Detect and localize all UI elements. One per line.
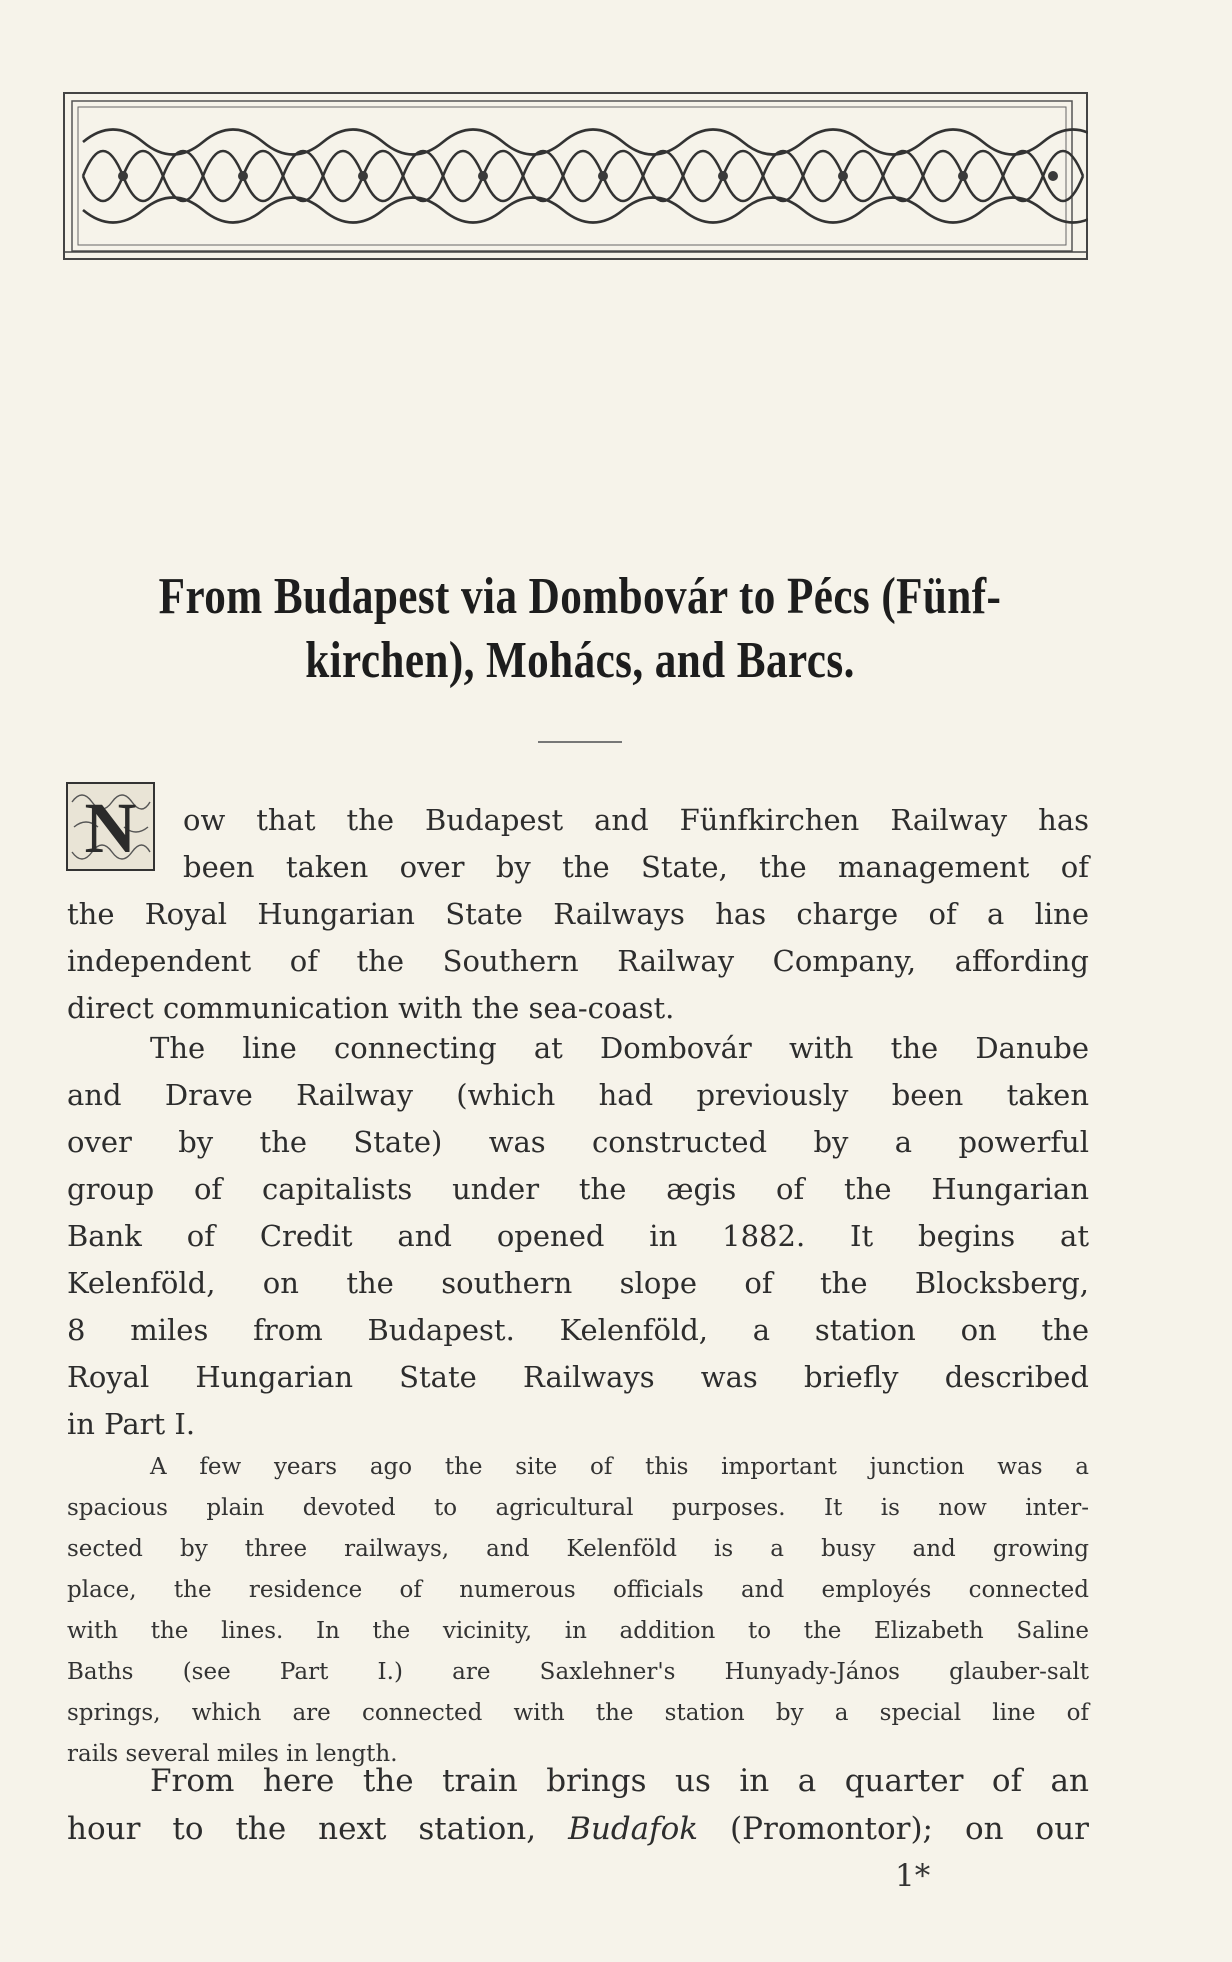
signature-mark: 1* — [895, 1858, 931, 1894]
text-line: A few years ago the site of this important junction was a — [150, 1454, 1089, 1480]
text-line: and Drave Railway (which had previously been taken — [67, 1078, 1089, 1112]
text-line: springs, which are connected with the station by a special line of — [67, 1700, 1089, 1726]
ornamental-header-band — [63, 92, 1088, 260]
chapter-title-line-1: From Budapest via Dombovár to Pécs (Fünf- — [158, 568, 1002, 625]
initial-letter: N — [84, 788, 137, 868]
paragraph-line-description — [67, 1025, 1089, 1448]
text-line: 8 miles from Budapest. Kelenföld, a station on the — [67, 1313, 1089, 1347]
chapter-title — [153, 565, 1008, 693]
text-line: The line connecting at Dombovár with the Danube — [150, 1031, 1089, 1065]
text-line: in Part I. — [67, 1407, 196, 1441]
chapter-title-line-2: kirchen), Mohács, and Barcs. — [305, 632, 855, 689]
paragraph-intro — [67, 797, 1089, 1032]
text-line: spacious plain devoted to agricultural purposes. It is now inter- — [67, 1495, 1089, 1521]
title-divider — [538, 741, 622, 743]
text-segment: hour to the next station, — [67, 1811, 537, 1847]
text-line: rails several miles in length. — [67, 1741, 398, 1767]
place-name-italic: Budafok — [568, 1811, 699, 1847]
paragraph-budafok — [67, 1757, 1089, 1853]
text-line: ow that the Budapest and Fünfkirchen Railway has — [183, 803, 1089, 837]
text-line — [67, 1805, 1089, 1853]
paragraph-small-print — [67, 1447, 1089, 1775]
text-line: Bank of Credit and opened in 1882. It begins at — [67, 1219, 1089, 1253]
text-line: been taken over by the State, the management of — [183, 850, 1089, 884]
text-line: the Royal Hungarian State Railways has charge of a line — [67, 897, 1089, 931]
text-line: direct communication with the sea-coast. — [67, 991, 675, 1025]
text-line: with the lines. In the vicinity, in addition to the Elizabeth Saline — [67, 1618, 1089, 1644]
text-line: independent of the Southern Railway Company, affording — [67, 944, 1089, 978]
text-line: Baths (see Part I.) are Saxlehner's Hunyady-János glauber-salt — [67, 1659, 1089, 1685]
text-line: Kelenföld, on the southern slope of the Blocksberg, — [67, 1266, 1089, 1300]
text-line: place, the residence of numerous officials and employés connected — [67, 1577, 1089, 1603]
text-line: group of capitalists under the ægis of the Hungarian — [67, 1172, 1089, 1206]
text-line: over by the State) was constructed by a powerful — [67, 1125, 1089, 1159]
text-segment: (Promontor); on our — [730, 1811, 1089, 1847]
text-line: sected by three railways, and Kelenföld is a busy and growing — [67, 1536, 1089, 1562]
ornament-scroll-icon — [63, 92, 1088, 260]
text-line: Royal Hungarian State Railways was briefly described — [67, 1360, 1089, 1394]
text-line: From here the train brings us in a quarter of an — [150, 1763, 1089, 1799]
